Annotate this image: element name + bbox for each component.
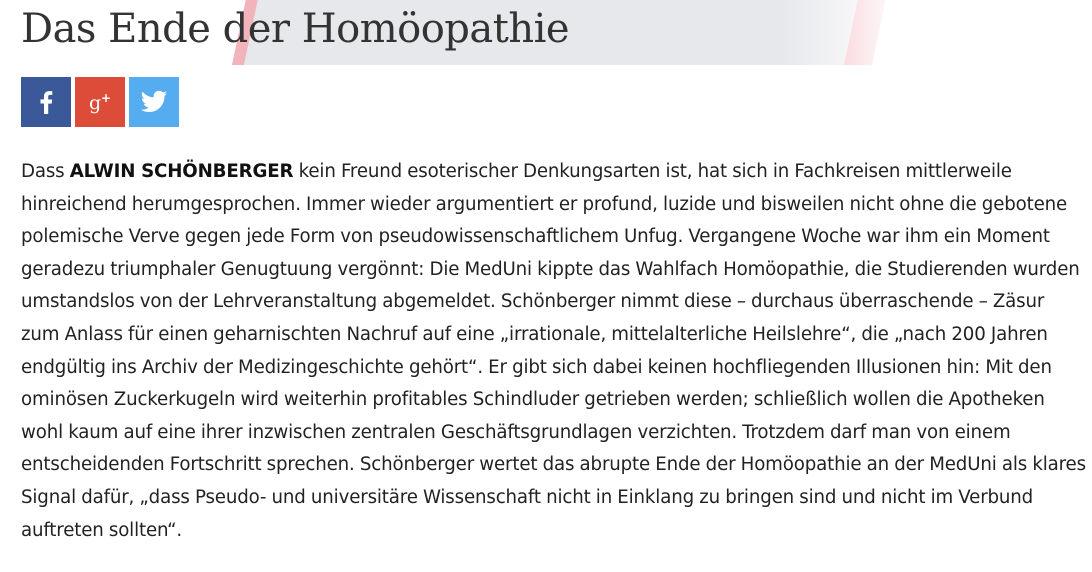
- article-body-text: kein Freund esoterischer Denkungsarten ist, hat sich in Fachkreisen mittlerweile hinreichend herumgesprochen. Immer wieder argumentiert er profund, luzide und bisweilen nicht ohne die gebotene polemische Verve gegen jede Form von pseudowissenschaftlichem Unfug. Vergangene Woche war ihm ein Moment geradezu triumphaler Genugtuung vergönnt: Die MedUni kippte das Wahlfach Homöopathie, die Studierenden wurden umstandslos von der Lehrveranstaltung abgemeldet. Schönberger nimmt diese – durchaus überraschende – Zäsur zum Anlass für einen geharnischten Nachruf auf eine „irrationale, mittelalterliche Heilslehre“, die „nach 200 Jahren endgültig ins Archiv der Medizingeschichte gehört“. Er gibt sich dabei keinen hochfliegenden Illusionen hin: Mit den ominösen Zuckerkugeln wird weiterhin profitables Schindluder getrieben werden; schließlich wollen die Apotheken wohl kaum auf eine ihrer inzwischen zentralen Geschäftsgrundlagen verzichten. Trotzdem darf man von einem entscheidenden Fortschritt sprechen. Schönberger wertet das abrupte Ende der Homöopathie an der MedUni als klares Signal dafür, „dass Pseudo- und universitäre Wissenschaft nicht in Einklang zu bringen sind und nicht im Verbund auftreten sollten“.: [21, 161, 1086, 541]
- facebook-icon: [21, 77, 71, 127]
- share-buttons: [21, 77, 179, 127]
- article-body-intro: Dass: [21, 161, 70, 182]
- article-body: [21, 156, 1086, 547]
- twitter-icon: [129, 77, 179, 127]
- google-plus-share-button[interactable]: [75, 77, 125, 127]
- author-name: ALWIN SCHÖNBERGER: [69, 161, 294, 182]
- facebook-share-button[interactable]: [21, 77, 71, 127]
- google-plus-icon: [75, 77, 125, 127]
- svg-text:g: g: [89, 92, 102, 114]
- page-title: Das Ende der Homöopathie: [21, 6, 570, 52]
- header-fade: [780, 0, 900, 65]
- twitter-share-button[interactable]: [129, 77, 179, 127]
- svg-text:+: +: [101, 91, 112, 105]
